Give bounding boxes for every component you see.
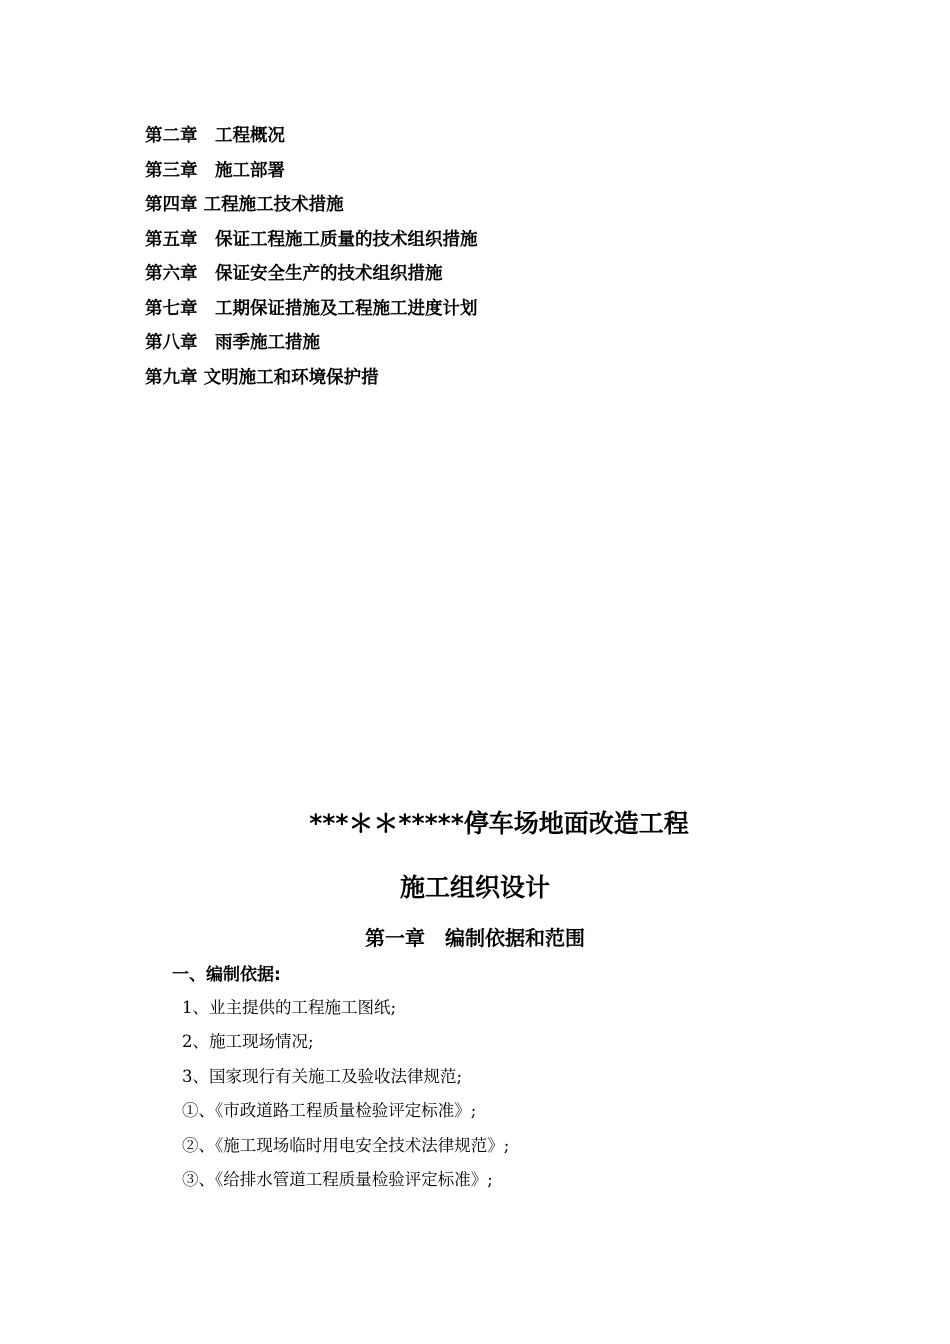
document-title: ***＊＊*****停车场地面改造工程 (309, 809, 689, 838)
toc-item-chapter-2: 第二章 工程概况 (145, 126, 285, 146)
chapter-heading: 第一章 编制依据和范围 (365, 926, 585, 950)
list-item: ①、《市政道路工程质量检验评定标准》; (182, 1101, 477, 1121)
toc-item-chapter-6: 第六章 保证安全生产的技术组织措施 (145, 264, 443, 284)
toc-item-chapter-9: 第九章 文明施工和环境保护措 (145, 367, 379, 388)
basis-list (182, 994, 509, 1200)
table-of-contents (145, 122, 478, 398)
toc-item-chapter-5: 第五章 保证工程施工质量的技术组织措施 (145, 229, 478, 250)
section-heading: 一、编制依据: (172, 965, 281, 985)
toc-item-chapter-3: 第三章 施工部署 (145, 160, 285, 181)
list-item: 3、国家现行有关施工及验收法律规范; (182, 1066, 463, 1086)
toc-item-chapter-7: 第七章 工期保证措施及工程施工进度计划 (145, 298, 478, 319)
document-subtitle: 施工组织设计 (399, 873, 550, 902)
toc-item-chapter-8: 第八章 雨季施工措施 (145, 333, 320, 353)
list-item: ②、《施工现场临时用电安全技术法律规范》; (182, 1135, 510, 1155)
toc-item-chapter-4: 第四章 工程施工技术措施 (145, 195, 344, 215)
list-item: 1、业主提供的工程施工图纸; (182, 998, 397, 1017)
list-item: ③、《给排水管道工程质量检验评定标准》; (182, 1169, 493, 1189)
list-item: 2、施工现场情况; (182, 1032, 314, 1052)
